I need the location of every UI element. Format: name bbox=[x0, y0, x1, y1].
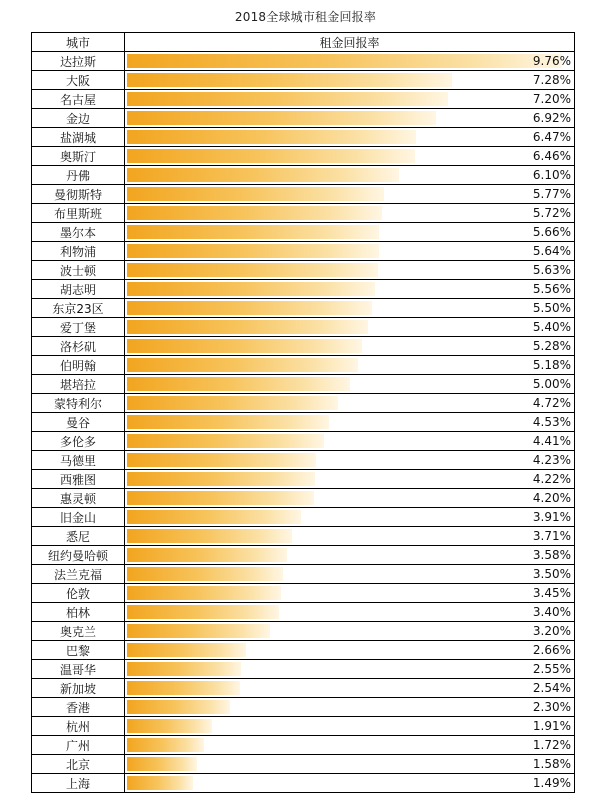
yield-bar bbox=[127, 263, 378, 277]
table-row bbox=[32, 546, 575, 565]
city-label: 名古屋 bbox=[32, 90, 125, 109]
table-row bbox=[32, 508, 575, 527]
city-label: 西雅图 bbox=[32, 470, 125, 489]
city-label: 布里斯班 bbox=[32, 204, 125, 223]
yield-value: 5.66% bbox=[532, 225, 571, 239]
yield-bar bbox=[127, 700, 230, 714]
yield-bar bbox=[127, 738, 204, 752]
yield-value: 1.58% bbox=[532, 757, 571, 771]
yield-cell bbox=[125, 470, 575, 489]
city-label: 马德里 bbox=[32, 451, 125, 470]
yield-cell bbox=[125, 527, 575, 546]
city-label: 奥克兰 bbox=[32, 622, 125, 641]
yield-bar bbox=[127, 187, 384, 201]
table-row bbox=[32, 147, 575, 166]
yield-bar bbox=[127, 92, 448, 106]
city-label: 胡志明 bbox=[32, 280, 125, 299]
yield-cell bbox=[125, 565, 575, 584]
city-label: 旧金山 bbox=[32, 508, 125, 527]
yield-value: 3.91% bbox=[532, 510, 571, 524]
yield-bar bbox=[127, 301, 372, 315]
yield-value: 3.40% bbox=[532, 605, 571, 619]
table-row bbox=[32, 717, 575, 736]
yield-bar bbox=[127, 529, 292, 543]
city-label: 洛杉矶 bbox=[32, 337, 125, 356]
yield-cell bbox=[125, 774, 575, 793]
city-label: 达拉斯 bbox=[32, 52, 125, 71]
city-label: 曼谷 bbox=[32, 413, 125, 432]
yield-cell bbox=[125, 356, 575, 375]
yield-bar bbox=[127, 548, 287, 562]
yield-bar bbox=[127, 149, 415, 163]
city-label: 纽约曼哈顿 bbox=[32, 546, 125, 565]
table-row bbox=[32, 128, 575, 147]
city-label: 大阪 bbox=[32, 71, 125, 90]
table-row bbox=[32, 622, 575, 641]
yield-value: 3.20% bbox=[532, 624, 571, 638]
yield-bar bbox=[127, 396, 338, 410]
yield-bar bbox=[127, 377, 350, 391]
yield-value: 3.71% bbox=[532, 529, 571, 543]
yield-bar bbox=[127, 510, 301, 524]
yield-value: 3.58% bbox=[532, 548, 571, 562]
yield-cell bbox=[125, 508, 575, 527]
city-label: 法兰克福 bbox=[32, 565, 125, 584]
city-label: 波士顿 bbox=[32, 261, 125, 280]
city-label: 堪培拉 bbox=[32, 375, 125, 394]
yield-value: 1.72% bbox=[532, 738, 571, 752]
city-label: 杭州 bbox=[32, 717, 125, 736]
table-row bbox=[32, 375, 575, 394]
header-city: 城市 bbox=[32, 33, 125, 52]
table-row bbox=[32, 565, 575, 584]
yield-cell bbox=[125, 223, 575, 242]
table-row bbox=[32, 337, 575, 356]
yield-bar bbox=[127, 757, 197, 771]
table-row bbox=[32, 109, 575, 128]
yield-value: 9.76% bbox=[532, 54, 571, 68]
yield-value: 7.20% bbox=[532, 92, 571, 106]
yield-cell bbox=[125, 71, 575, 90]
city-label: 蒙特利尔 bbox=[32, 394, 125, 413]
city-label: 广州 bbox=[32, 736, 125, 755]
table-body bbox=[32, 52, 575, 793]
yield-bar bbox=[127, 225, 379, 239]
yield-value: 4.41% bbox=[532, 434, 571, 448]
yield-value: 5.50% bbox=[532, 301, 571, 315]
city-label: 温哥华 bbox=[32, 660, 125, 679]
yield-bar bbox=[127, 776, 193, 790]
yield-bar bbox=[127, 320, 368, 334]
city-label: 丹佛 bbox=[32, 166, 125, 185]
yield-bar bbox=[127, 472, 315, 486]
rent-yield-table bbox=[31, 32, 575, 793]
city-label: 巴黎 bbox=[32, 641, 125, 660]
yield-bar bbox=[127, 586, 281, 600]
yield-cell bbox=[125, 717, 575, 736]
yield-cell bbox=[125, 489, 575, 508]
yield-bar bbox=[127, 168, 399, 182]
table-row bbox=[32, 204, 575, 223]
yield-cell bbox=[125, 166, 575, 185]
yield-value: 5.40% bbox=[532, 320, 571, 334]
table-row bbox=[32, 280, 575, 299]
yield-cell bbox=[125, 546, 575, 565]
table-row bbox=[32, 71, 575, 90]
yield-cell bbox=[125, 660, 575, 679]
yield-bar bbox=[127, 624, 270, 638]
yield-cell bbox=[125, 90, 575, 109]
city-label: 奥斯汀 bbox=[32, 147, 125, 166]
table-row bbox=[32, 451, 575, 470]
table-row bbox=[32, 774, 575, 793]
city-label: 新加坡 bbox=[32, 679, 125, 698]
table-row bbox=[32, 603, 575, 622]
yield-value: 2.66% bbox=[532, 643, 571, 657]
yield-cell bbox=[125, 147, 575, 166]
yield-cell bbox=[125, 394, 575, 413]
table-row bbox=[32, 261, 575, 280]
table-row bbox=[32, 584, 575, 603]
yield-cell bbox=[125, 641, 575, 660]
yield-bar bbox=[127, 339, 362, 353]
yield-bar bbox=[127, 54, 562, 68]
table-row bbox=[32, 679, 575, 698]
yield-bar bbox=[127, 73, 452, 87]
table-row bbox=[32, 641, 575, 660]
yield-bar bbox=[127, 111, 436, 125]
city-label: 曼彻斯特 bbox=[32, 185, 125, 204]
yield-cell bbox=[125, 584, 575, 603]
yield-cell bbox=[125, 299, 575, 318]
city-label: 多伦多 bbox=[32, 432, 125, 451]
table-row bbox=[32, 489, 575, 508]
yield-bar bbox=[127, 282, 375, 296]
table-row bbox=[32, 242, 575, 261]
city-label: 墨尔本 bbox=[32, 223, 125, 242]
yield-cell bbox=[125, 185, 575, 204]
city-label: 盐湖城 bbox=[32, 128, 125, 147]
yield-cell bbox=[125, 318, 575, 337]
table-row bbox=[32, 299, 575, 318]
yield-cell bbox=[125, 603, 575, 622]
city-label: 悉尼 bbox=[32, 527, 125, 546]
yield-value: 2.55% bbox=[532, 662, 571, 676]
yield-value: 3.50% bbox=[532, 567, 571, 581]
table-row bbox=[32, 166, 575, 185]
yield-cell bbox=[125, 109, 575, 128]
yield-bar bbox=[127, 415, 329, 429]
yield-value: 3.45% bbox=[532, 586, 571, 600]
yield-bar bbox=[127, 453, 316, 467]
yield-value: 6.46% bbox=[532, 149, 571, 163]
table-row bbox=[32, 90, 575, 109]
yield-value: 7.28% bbox=[532, 73, 571, 87]
yield-value: 5.77% bbox=[532, 187, 571, 201]
city-label: 伯明翰 bbox=[32, 356, 125, 375]
table-row bbox=[32, 356, 575, 375]
yield-value: 5.63% bbox=[532, 263, 571, 277]
yield-cell bbox=[125, 432, 575, 451]
city-label: 伦敦 bbox=[32, 584, 125, 603]
yield-cell bbox=[125, 451, 575, 470]
yield-value: 4.72% bbox=[532, 396, 571, 410]
city-label: 利物浦 bbox=[32, 242, 125, 261]
yield-value: 5.28% bbox=[532, 339, 571, 353]
yield-value: 2.54% bbox=[532, 681, 571, 695]
city-label: 惠灵顿 bbox=[32, 489, 125, 508]
yield-cell bbox=[125, 337, 575, 356]
yield-value: 4.22% bbox=[532, 472, 571, 486]
yield-value: 5.18% bbox=[532, 358, 571, 372]
yield-bar bbox=[127, 605, 279, 619]
yield-value: 5.00% bbox=[532, 377, 571, 391]
city-label: 金边 bbox=[32, 109, 125, 128]
header-row bbox=[32, 33, 575, 52]
yield-bar bbox=[127, 567, 283, 581]
table-row bbox=[32, 413, 575, 432]
yield-value: 5.56% bbox=[532, 282, 571, 296]
yield-cell bbox=[125, 280, 575, 299]
yield-value: 1.49% bbox=[532, 776, 571, 790]
yield-value: 6.47% bbox=[532, 130, 571, 144]
yield-cell bbox=[125, 679, 575, 698]
city-label: 香港 bbox=[32, 698, 125, 717]
table-row bbox=[32, 660, 575, 679]
table-row bbox=[32, 698, 575, 717]
table-row bbox=[32, 736, 575, 755]
yield-cell bbox=[125, 128, 575, 147]
city-label: 柏林 bbox=[32, 603, 125, 622]
table-row bbox=[32, 527, 575, 546]
yield-cell bbox=[125, 242, 575, 261]
table-row bbox=[32, 52, 575, 71]
yield-bar bbox=[127, 491, 314, 505]
city-label: 上海 bbox=[32, 774, 125, 793]
yield-value: 4.53% bbox=[532, 415, 571, 429]
table-row bbox=[32, 432, 575, 451]
yield-cell bbox=[125, 375, 575, 394]
yield-cell bbox=[125, 52, 575, 71]
city-label: 北京 bbox=[32, 755, 125, 774]
chart-title: 2018全球城市租金回报率 bbox=[234, 10, 377, 24]
yield-bar bbox=[127, 206, 382, 220]
yield-value: 4.23% bbox=[532, 453, 571, 467]
yield-bar bbox=[127, 662, 241, 676]
table-row bbox=[32, 470, 575, 489]
yield-bar bbox=[127, 681, 240, 695]
city-label: 东京23区 bbox=[32, 299, 125, 318]
yield-value: 1.91% bbox=[532, 719, 571, 733]
yield-value: 2.30% bbox=[532, 700, 571, 714]
yield-value: 5.72% bbox=[532, 206, 571, 220]
yield-cell bbox=[125, 736, 575, 755]
table-row bbox=[32, 223, 575, 242]
table-row bbox=[32, 318, 575, 337]
table-row bbox=[32, 755, 575, 774]
yield-cell bbox=[125, 413, 575, 432]
yield-bar bbox=[127, 244, 379, 258]
yield-cell bbox=[125, 261, 575, 280]
yield-cell bbox=[125, 755, 575, 774]
yield-bar bbox=[127, 130, 416, 144]
yield-value: 6.10% bbox=[532, 168, 571, 182]
city-label: 爱丁堡 bbox=[32, 318, 125, 337]
yield-cell bbox=[125, 622, 575, 641]
yield-value: 6.92% bbox=[532, 111, 571, 125]
yield-value: 4.20% bbox=[532, 491, 571, 505]
yield-bar bbox=[127, 434, 324, 448]
table-row bbox=[32, 394, 575, 413]
table-row bbox=[32, 185, 575, 204]
yield-bar bbox=[127, 643, 246, 657]
yield-value: 5.64% bbox=[532, 244, 571, 258]
yield-bar bbox=[127, 358, 358, 372]
yield-cell bbox=[125, 698, 575, 717]
yield-cell bbox=[125, 204, 575, 223]
header-yield: 租金回报率 bbox=[125, 33, 575, 52]
yield-bar bbox=[127, 719, 212, 733]
